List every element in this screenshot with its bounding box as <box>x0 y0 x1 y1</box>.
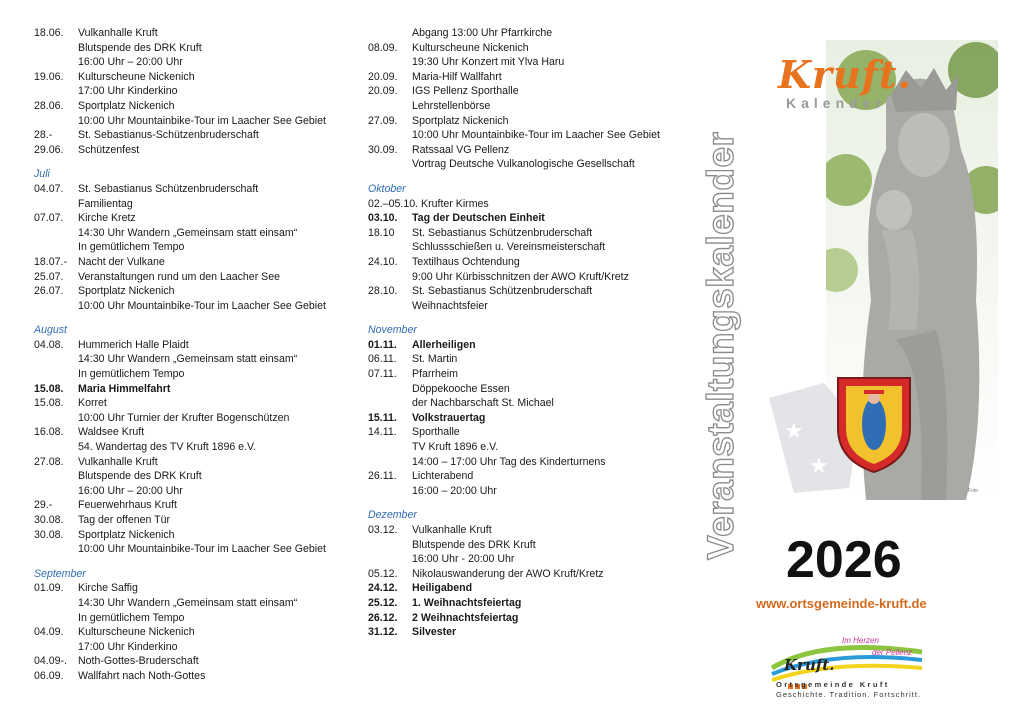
event-line: 19:30 Uhr Konzert mit Ylva Haru <box>412 56 565 69</box>
event-line: Kirche Saffig <box>78 582 138 595</box>
month-heading: September <box>34 567 86 580</box>
event-date: 31.12. <box>368 626 398 639</box>
event-date: 15.08. <box>34 382 64 395</box>
event-line: Lehrstellenbörse <box>412 99 491 112</box>
tagline-1: Im Herzen <box>842 636 879 645</box>
event-line: In gemütlichem Tempo <box>78 611 185 624</box>
event-line: IGS Pellenz Sporthalle <box>412 85 519 98</box>
event-line: 14:30 Uhr Wandern „Gemeinsam statt einsam“ <box>78 353 298 366</box>
event-line: 9:00 Uhr Kürbisschnitzen der AWO Kruft/Kretz <box>412 270 629 283</box>
event-entry <box>34 143 354 158</box>
event-entry <box>368 26 688 41</box>
event-date: 25.12. <box>368 596 398 609</box>
event-date: 15.08. <box>34 397 64 410</box>
event-line: Nacht der Vulkane <box>78 255 165 268</box>
event-date: 18.07.- <box>34 255 67 268</box>
event-date: 26.11. <box>368 470 397 483</box>
event-line: Vulkanhalle Kruft <box>78 455 158 468</box>
event-line: Familientag <box>78 197 133 210</box>
coat-of-arms-icon <box>836 376 912 474</box>
event-line: Abgang 13:00 Uhr Pfarrkirche <box>412 27 553 39</box>
event-entry <box>368 596 688 611</box>
event-line: Schützenfest <box>78 143 140 156</box>
event-date: 15.11. <box>368 411 397 424</box>
event-line: Veranstaltungen rund um den Laacher See <box>78 270 281 283</box>
event-line: 10:00 Uhr Mountainbike-Tour im Laacher See Gebiet <box>412 129 660 142</box>
event-line: In gemütlichem Tempo <box>78 368 185 381</box>
event-line: In gemütlichem Tempo <box>78 241 185 254</box>
event-line: St. Sebastianus Schützenbruderschaft <box>78 182 259 195</box>
event-line: Korret <box>78 397 107 410</box>
event-line: Lichterabend <box>412 470 474 483</box>
event-line: 17:00 Uhr Kinderkino <box>78 85 178 98</box>
event-entry <box>368 352 688 367</box>
event-date: 29.- <box>34 499 53 512</box>
event-entry <box>368 611 688 626</box>
event-line: St. Sebastianus Schützenbruderschaft <box>412 285 593 298</box>
event-line: Volkstrauertag <box>412 411 486 424</box>
event-line: Weihnachtsfeier <box>412 299 488 312</box>
event-line: Textilhaus Ochtendung <box>412 255 520 268</box>
event-entry <box>368 523 688 567</box>
event-entry <box>34 211 354 255</box>
kalender-label: Kalender <box>786 95 886 111</box>
event-line: 10:00 Uhr Turnier der Krufter Bogenschützen <box>78 411 290 424</box>
event-line: Vortrag Deutsche Vulkanologische Gesellschaft <box>412 158 635 171</box>
event-date: 03.10. <box>368 212 398 225</box>
event-entry <box>368 469 688 498</box>
event-line: Noth-Gottes-Bruderschaft <box>78 655 199 668</box>
event-line: 16:00 Uhr - 20:00 Uhr <box>412 553 515 566</box>
tagline-2: der Pellenz <box>872 648 913 657</box>
event-line: 10:00 Uhr Mountainbike-Tour im Laacher See Gebiet <box>78 543 326 556</box>
event-line: Pfarrheim <box>412 368 458 381</box>
event-date: 25.07. <box>34 270 64 283</box>
website-link[interactable]: www.ortsgemeinde-kruft.de <box>756 596 927 611</box>
event-line: 2 Weihnachtsfeiertag <box>412 611 519 624</box>
event-line: St. Martin <box>412 353 458 366</box>
event-date: 26.07. <box>34 285 64 298</box>
event-date: 04.09. <box>34 626 64 639</box>
event-date: 20.09. <box>368 85 398 98</box>
event-entry <box>34 669 354 684</box>
event-entry <box>368 338 688 353</box>
event-line: Sportplatz Nickenich <box>78 528 175 541</box>
event-entry <box>34 625 354 654</box>
event-date: 01.09. <box>34 582 64 595</box>
event-line: Sporthalle <box>412 426 460 439</box>
month-heading: August <box>34 324 67 337</box>
month-heading: Juli <box>34 168 50 181</box>
event-entry <box>34 513 354 528</box>
event-date: 07.07. <box>34 212 64 225</box>
event-entry <box>34 338 354 382</box>
event-entry <box>34 654 354 669</box>
event-entry <box>368 226 688 255</box>
calendar-year: 2026 <box>786 531 902 589</box>
event-line: TV Kruft 1896 e.V. <box>412 441 499 454</box>
event-line: 14:00 – 17:00 Uhr Tag des Kinderturnens <box>412 455 606 468</box>
svg-text:Foto: Foto <box>968 488 979 494</box>
event-date: 27.08. <box>34 455 64 468</box>
event-entry <box>368 143 688 172</box>
event-entry <box>368 284 688 313</box>
event-entry <box>368 114 688 143</box>
event-date: 14.11. <box>368 426 397 439</box>
event-entry <box>34 70 354 99</box>
event-date: 28.06. <box>34 99 64 112</box>
event-entry <box>368 425 688 469</box>
event-entry <box>34 425 354 454</box>
event-line: Nikolauswanderung der AWO Kruft/Kretz <box>412 567 604 580</box>
event-line: Döppekooche Essen <box>412 382 510 395</box>
event-entry <box>34 581 354 625</box>
event-line: Blutspende des DRK Kruft <box>412 538 536 551</box>
event-line: Schlussschießen u. Vereinsmeisterschaft <box>412 241 606 254</box>
event-line: Sportplatz Nickenich <box>412 114 509 127</box>
event-line: Tag der offenen Tür <box>78 514 171 526</box>
event-line: 10:00 Uhr Mountainbike-Tour im Laacher See Gebiet <box>78 299 326 312</box>
event-entry <box>34 382 354 397</box>
event-entry <box>34 99 354 128</box>
event-date <box>368 26 412 41</box>
event-line: Kulturscheune Nickenich <box>412 41 529 54</box>
event-entry <box>34 396 354 425</box>
event-entry <box>34 284 354 313</box>
event-line: Heiligabend <box>412 582 473 595</box>
event-line: Vulkanhalle Kruft <box>412 524 492 536</box>
event-entry <box>368 84 688 113</box>
event-line: Blutspende des DRK Kruft <box>78 41 202 54</box>
month-heading: Dezember <box>368 509 417 522</box>
event-date: 06.09. <box>34 669 64 682</box>
event-date: 01.11. <box>368 338 397 351</box>
event-entry <box>34 528 354 557</box>
event-date: 28.- <box>34 129 53 142</box>
event-entry <box>34 128 354 143</box>
svg-text:★: ★ <box>809 454 829 479</box>
slogan: Geschichte. Tradition. Fortschritt. <box>776 690 922 699</box>
event-entry <box>368 411 688 426</box>
event-line: 17:00 Uhr Kinderkino <box>78 640 178 653</box>
event-line: Vulkanhalle Kruft <box>78 27 158 39</box>
event-line: Hummerich Halle Plaidt <box>78 338 189 351</box>
event-date: 29.06. <box>34 143 64 156</box>
event-line: Maria Himmelfahrt <box>78 382 171 395</box>
event-line: Silvester <box>412 626 457 639</box>
event-date: 26.12. <box>368 611 398 624</box>
kruft-logo: Kruft. <box>778 52 912 97</box>
event-date: 27.09. <box>368 114 398 127</box>
event-date: 07.11. <box>368 368 397 381</box>
event-date: 24.12. <box>368 582 398 595</box>
event-date: 24.10. <box>368 255 398 268</box>
event-line: Sportplatz Nickenich <box>78 285 175 298</box>
event-line: Blutspende des DRK Kruft <box>78 470 202 483</box>
event-line: Tag der Deutschen Einheit <box>412 212 545 225</box>
event-line: Kulturscheune Nickenich <box>78 70 195 83</box>
event-entry <box>34 255 354 270</box>
event-date: 04.07. <box>34 182 64 195</box>
event-line: St. Sebastianus-Schützenbruderschaft <box>78 129 259 142</box>
event-entry <box>34 498 354 513</box>
event-date: 04.09-. <box>34 655 67 668</box>
event-entry <box>34 455 354 499</box>
event-date: 30.09. <box>368 143 398 156</box>
vertical-title: Veranstaltungskalender <box>700 131 741 560</box>
event-line: der Nachbarschaft St. Michael <box>412 397 554 410</box>
event-entry <box>34 182 354 211</box>
event-date: 30.08. <box>34 528 64 541</box>
event-entry <box>34 270 354 285</box>
event-line: Waldsee Kruft <box>78 426 145 439</box>
event-line: 1. Weihnachtsfeiertag <box>412 596 522 609</box>
event-line: Feuerwehrhaus Kruft <box>78 499 177 512</box>
event-line: 14:30 Uhr Wandern „Gemeinsam statt einsam“ <box>78 596 298 609</box>
event-date: 08.09. <box>368 41 398 54</box>
event-line: Ratssaal VG Pellenz <box>412 143 510 156</box>
bottom-logo-word: Kruft. <box>784 656 835 674</box>
event-date: 20.09. <box>368 70 398 83</box>
event-entry <box>368 211 688 226</box>
event-date: 19.06. <box>34 70 64 83</box>
event-entry <box>368 367 688 411</box>
ortsgemeinde-name: Ortsgemeinde Kruft <box>776 680 890 689</box>
event-line: Sportplatz Nickenich <box>78 99 175 112</box>
event-date: 02.–05.10. Krufter Kirmes <box>368 197 489 210</box>
event-line: 16:00 Uhr – 20:00 Uhr <box>78 484 183 497</box>
event-line: Allerheiligen <box>412 338 476 351</box>
event-date: 18.06. <box>34 27 64 39</box>
event-line: Kirche Kretz <box>78 212 136 225</box>
event-entry <box>368 581 688 596</box>
event-entry <box>34 26 354 70</box>
event-line: Wallfahrt nach Noth-Gottes <box>78 669 206 682</box>
event-date: 18.10 <box>368 226 395 239</box>
event-line: Kulturscheune Nickenich <box>78 626 195 639</box>
calendar-column-middle <box>368 26 688 640</box>
event-entry <box>368 197 688 212</box>
event-date: 05.12. <box>368 567 398 580</box>
event-entry <box>368 625 688 640</box>
event-line: 16:00 – 20:00 Uhr <box>412 484 497 497</box>
event-line: 54. Wandertag des TV Kruft 1896 e.V. <box>78 441 257 454</box>
svg-text:★: ★ <box>784 419 804 444</box>
event-date: 03.12. <box>368 524 398 536</box>
event-date: 28.10. <box>368 285 398 298</box>
event-line: 16:00 Uhr – 20:00 Uhr <box>78 56 183 69</box>
event-line: St. Sebastianus Schützenbruderschaft <box>412 226 593 239</box>
event-line: 14:30 Uhr Wandern „Gemeinsam statt einsam“ <box>78 226 298 239</box>
event-date: 04.08. <box>34 338 64 351</box>
event-entry <box>368 70 688 85</box>
month-heading: Oktober <box>368 182 406 195</box>
event-entry <box>368 255 688 284</box>
event-line: 10:00 Uhr Mountainbike-Tour im Laacher See Gebiet <box>78 114 326 127</box>
calendar-column-left <box>34 26 354 684</box>
month-heading: November <box>368 324 417 337</box>
event-entry <box>368 567 688 582</box>
event-date: 30.08. <box>34 514 64 526</box>
event-entry <box>368 41 688 70</box>
event-date: 16.08. <box>34 426 64 439</box>
event-line: Maria-Hilf Wallfahrt <box>412 70 502 83</box>
event-date: 06.11. <box>368 353 397 366</box>
